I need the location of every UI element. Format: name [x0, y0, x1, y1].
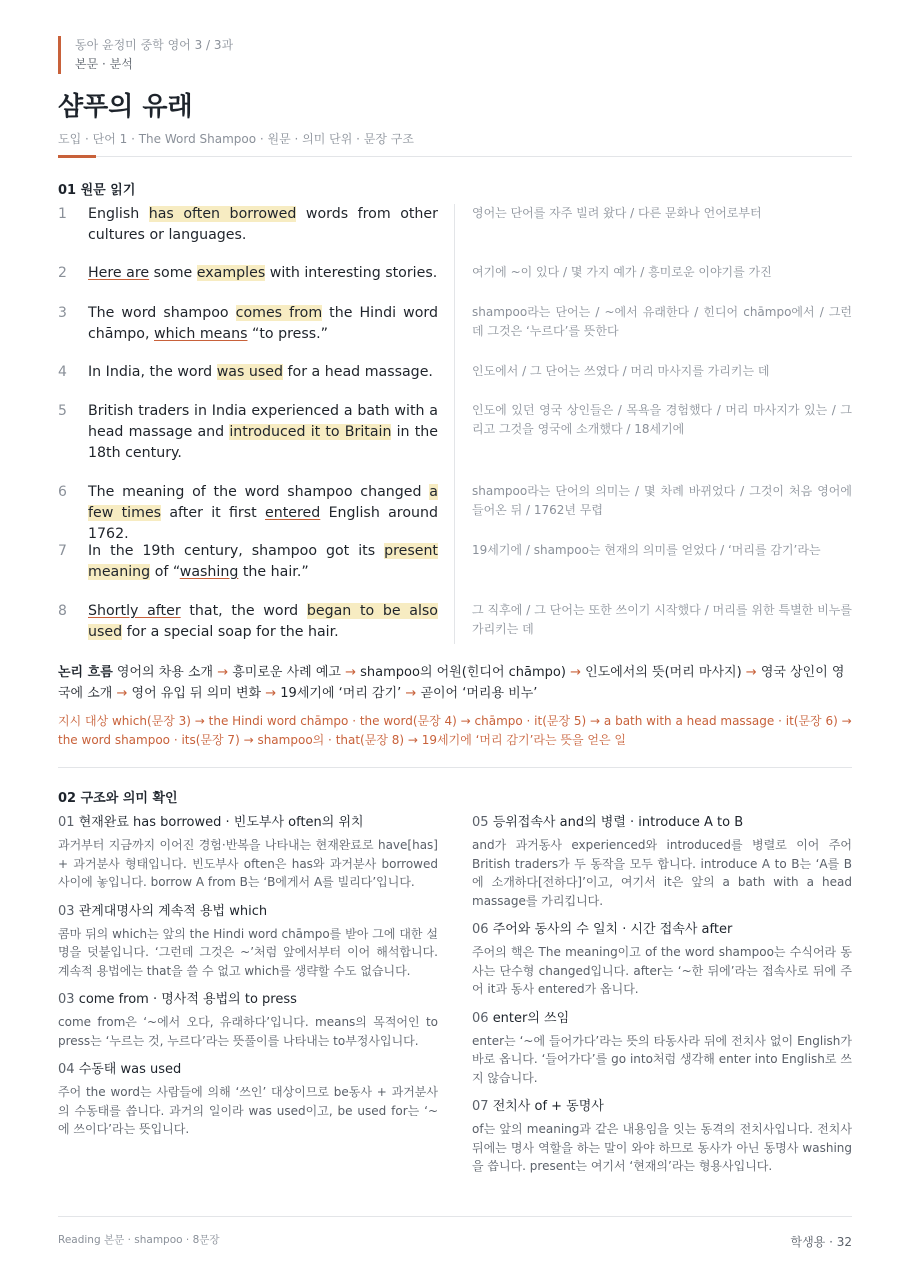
underlined-phrase: entered — [265, 505, 321, 521]
sentence-number: 5 — [58, 403, 67, 419]
footer-left: Reading 본문 · shampoo · 8문장 — [58, 1234, 220, 1246]
grammar-note-number: 04 — [58, 1062, 75, 1077]
grammar-note-title: come from · 명사적 용법의 to press — [78, 992, 297, 1007]
arrow-right-icon: → — [261, 686, 281, 701]
grammar-note-body: enter는 ‘~에 들어가다’라는 뜻의 타동사라 뒤에 전치사 없이 English가 바로 옵니다. ‘들어가다’를 go into처럼 생각해 enter into English로 쓰지 않습니다. — [472, 1033, 852, 1085]
text-segment: words from other cultures or languages. — [88, 206, 438, 243]
sentence-english — [88, 263, 438, 284]
grammar-note — [58, 1060, 438, 1139]
grammar-note-body: of는 앞의 meaning과 같은 내용임을 잇는 동격의 전치사입니다. 전치사 뒤에는 명사 역할을 하는 말이 와야 하므로 동사가 아닌 동명사 washing을 씁니다. present는 여기서 ‘현재의’라는 형용사입니다. — [472, 1122, 852, 1173]
grammar-note-heading — [472, 813, 852, 833]
chain-step: 19세기에 ‘머리 감기’라는 뜻을 얻은 일 — [421, 733, 627, 747]
grammar-note-number: 06 — [472, 922, 489, 937]
section-label: 본문 · 분석 — [75, 57, 133, 71]
sentence-english — [88, 303, 438, 345]
grammar-note — [58, 990, 438, 1050]
grammar-note-number: 03 — [58, 992, 75, 1007]
grammar-notes-left — [58, 813, 438, 1149]
highlighted-phrase: present meaning — [88, 543, 438, 580]
breadcrumb: 도입 · 단어 1 · The Word Shampoo · 원문 · 의미 단위 · 문장 구조 — [58, 132, 414, 146]
highlighted-phrase: was used — [216, 364, 284, 380]
grammar-section-title: 02 구조와 의미 확인 — [58, 791, 178, 806]
chain-step: 19세기에 ‘머리 감기’ — [280, 686, 402, 701]
sentence-number: 1 — [58, 206, 67, 222]
sentence-korean: 19세기에 / shampoo는 현재의 의미를 얻었다 / ‘머리를 감기’라는 — [472, 543, 821, 557]
sentence-korean: shampoo라는 단어는 / ~에서 유래한다 / 힌디어 chāmpo에서 / 그런데 그것은 ‘누르다’를 뜻한다 — [472, 305, 852, 338]
grammar-note-number: 07 — [472, 1099, 489, 1114]
text-segment: with interesting stories. — [265, 265, 438, 281]
page-title: 샴푸의 유래 — [58, 92, 193, 122]
reading-section-title: 01 원문 읽기 — [58, 183, 136, 198]
column-divider — [454, 204, 455, 644]
text-segment: in the 18th century. — [88, 424, 438, 461]
sentence-number: 4 — [58, 364, 67, 380]
text-segment: of “ — [150, 564, 180, 580]
underlined-phrase: washing — [179, 564, 239, 580]
sentence-korean: 여기에 ~이 있다 / 몇 가지 예가 / 흥미로운 이야기를 가진 — [472, 265, 772, 279]
sentence-english — [88, 601, 438, 643]
grammar-note — [58, 813, 438, 892]
text-segment: the Hindi word chāmpo, — [88, 305, 438, 342]
arrow-right-icon: → — [112, 686, 132, 701]
grammar-note-body: and가 과거동사 experienced와 introduced를 병렬로 이어 주어 British traders가 두 동작을 모두 합니다. introduce A to B는 ‘A를 B에 소개하다[전하다]’이고, 여기서 it은 앞의 a bath with a head massage를 가리킵니다. — [472, 838, 852, 908]
text-segment: The word shampoo — [88, 305, 236, 321]
grammar-note-title: 수동태 was used — [78, 1062, 182, 1077]
arrow-right-icon: → — [586, 714, 604, 728]
chain-step: 지시 대상 which(문장 3) — [58, 714, 191, 728]
chain-step: chāmpo · it(문장 5) — [474, 714, 587, 728]
text-segment: for a head massage. — [283, 364, 433, 380]
sentence-english — [88, 401, 438, 464]
grammar-note-heading — [58, 902, 438, 922]
chain-step: 곧이어 ‘머리용 비누’ — [420, 686, 538, 701]
reference-chain — [58, 712, 852, 750]
arrow-right-icon: → — [213, 665, 233, 680]
underlined-phrase: Here are — [88, 265, 150, 281]
grammar-note-body: 주어의 핵은 The meaning이고 of the word shampoo는 수식어라 동사는 단수형 changed입니다. after는 ‘~한 뒤에’라는 접속사로 뒤에 주어 it과 동사 entered가 옵니다. — [472, 945, 852, 996]
grammar-note — [58, 902, 438, 981]
grammar-note-title: 전치사 of + 동명사 — [492, 1099, 604, 1114]
grammar-note-heading — [58, 990, 438, 1010]
chain-step: the word shampoo · its(문장 7) — [58, 733, 240, 747]
grammar-note — [472, 813, 852, 910]
arrow-right-icon: → — [401, 686, 421, 701]
chain-step: the Hindi word chāmpo · the word(문장 4) — [208, 714, 457, 728]
chain-step: shampoo의 · that(문장 8) — [257, 733, 405, 747]
grammar-note-body: 콤마 뒤의 which는 앞의 the Hindi word chāmpo를 받아 그에 대한 설명을 덧붙입니다. ‘그런데 그것은 ~’처럼 앞에서부터 이어 해석합니다. 계속적 용법에는 that을 쓸 수 없고 which를 생략할 수도 없습니다. — [58, 926, 438, 978]
text-segment: In India, the word — [88, 364, 217, 380]
text-segment: for a special soap for the hair. — [122, 624, 339, 640]
grammar-note-title: 관계대명사의 계속적 용법 which — [78, 903, 268, 919]
grammar-note-number: 01 — [58, 815, 75, 830]
chain-step: shampoo의 어원(힌디어 chāmpo) — [360, 665, 566, 680]
accent-bar — [58, 155, 96, 158]
grammar-note-number: 06 — [472, 1010, 489, 1026]
sentence-korean: 인도에 있던 영국 상인들은 / 목욕을 경험했다 / 머리 마사지가 있는 / 그리고 그것을 영국에 소개했다 / 18세기에 — [472, 403, 852, 436]
grammar-note — [472, 1009, 852, 1088]
grammar-note-title: 등위접속사 and의 병렬 · introduce A to B — [492, 815, 744, 830]
underlined-phrase: Shortly after — [88, 603, 181, 619]
text-segment: The meaning of the word shampoo changed — [88, 484, 430, 500]
grammar-note-heading — [472, 1009, 852, 1029]
logic-flow — [58, 662, 852, 704]
arrow-right-icon: → — [565, 665, 586, 680]
sentence-english — [88, 541, 438, 583]
textbook-label: 동아 윤정미 중학 영어 3 / 3과 — [75, 38, 234, 52]
grammar-note-body: 과거부터 지금까지 이어진 경험·반복을 나타내는 현재완료로 have[has] + 과거분사 형태입니다. 빈도부사 often은 has와 과거분사 borrowed 사이에 놓입니다. borrow A from B는 ‘B에게서 A를 빌리다’입니다. — [58, 838, 438, 889]
grammar-note-title: 현재완료 has borrowed · 빈도부사 often의 위치 — [78, 815, 364, 830]
grammar-note — [472, 1097, 852, 1176]
sentence-korean: 인도에서 / 그 단어는 쓰였다 / 머리 마사지를 가리키는 데 — [472, 364, 770, 378]
highlighted-phrase: comes from — [235, 305, 323, 321]
text-segment: English — [88, 206, 149, 222]
arrow-right-icon: → — [340, 665, 361, 680]
arrow-right-icon: → — [190, 714, 209, 728]
text-segment: In the 19th century, shampoo got its — [88, 543, 385, 559]
chain-step: 인도에서의 뜻(머리 마사지) — [585, 665, 742, 680]
highlighted-phrase: has often borrowed — [148, 206, 297, 222]
sentence-korean: 영어는 단어를 자주 빌려 왔다 / 다른 문화나 언어로부터 — [472, 206, 762, 220]
page-number: 학생용 · 32 — [790, 1235, 852, 1249]
text-segment: English around 1762. — [88, 505, 438, 542]
grammar-note-heading — [58, 813, 438, 833]
arrow-right-icon: → — [239, 733, 258, 747]
grammar-note-title: 주어와 동사의 수 일치 · 시간 접속사 after — [492, 922, 733, 937]
chain-step: 영국 상인이 영국에 소개 — [58, 665, 845, 701]
text-segment: “to press.” — [247, 326, 328, 342]
sentence-korean: 그 직후에 / 그 단어는 또한 쓰이기 시작했다 / 머리를 위한 특별한 비누를 가리키는 데 — [472, 603, 852, 636]
highlighted-phrase: a few times — [88, 484, 438, 521]
text-segment: the hair.” — [238, 564, 309, 580]
logic-flow-label: 논리 흐름 — [58, 665, 113, 680]
sentence-number: 7 — [58, 543, 67, 559]
divider — [58, 767, 852, 768]
underlined-phrase: which means — [154, 326, 248, 342]
grammar-notes-right — [472, 813, 852, 1186]
highlighted-phrase: introduced it to Britain — [229, 424, 392, 440]
grammar-note-heading — [58, 1060, 438, 1080]
sentence-english — [88, 204, 438, 246]
highlighted-phrase: examples — [196, 265, 266, 281]
sentence-number: 6 — [58, 484, 67, 500]
text-segment: that, the word — [180, 603, 307, 619]
grammar-note — [472, 920, 852, 999]
sentence-english — [88, 482, 438, 545]
chain-step: 흥미로운 사례 예고 — [232, 665, 341, 680]
chain-step: 영어의 차용 소개 — [116, 665, 214, 680]
page — [58, 32, 852, 1262]
sentence-english — [88, 362, 438, 383]
grammar-note-heading — [472, 920, 852, 940]
arrow-right-icon: → — [456, 714, 475, 728]
sentence-number: 2 — [58, 265, 67, 281]
arrow-right-icon: → — [404, 733, 422, 747]
kicker — [58, 36, 233, 74]
text-segment: some — [149, 265, 197, 281]
text-segment: British traders in India experienced a bath with a head massage and — [88, 403, 438, 440]
logic-flow-steps — [58, 665, 844, 701]
sentence-number: 3 — [58, 305, 67, 321]
grammar-note-number: 03 — [58, 903, 75, 919]
divider — [58, 156, 852, 157]
grammar-note-body: 주어 the word는 사람들에 의해 ‘쓰인’ 대상이므로 be동사 + 과거분사의 수동태를 씁니다. 과거의 일이라 was used이고, be used for는 ‘~에 쓰이다’라는 뜻입니다. — [58, 1085, 438, 1136]
text-segment: after it first — [161, 505, 266, 521]
sentence-number: 8 — [58, 603, 67, 619]
grammar-note-title: enter의 쓰임 — [492, 1010, 570, 1026]
divider — [58, 1216, 852, 1217]
arrow-right-icon: → — [837, 714, 852, 728]
chain-step: 영어 유입 뒤 의미 변화 — [131, 686, 262, 701]
grammar-note-body: come from은 ‘~에서 오다, 유래하다’입니다. means의 목적어인 to press는 ‘누르는 것, 누르다’라는 뜻풀이를 나타내는 to부정사입니다. — [58, 1015, 438, 1048]
grammar-note-heading — [472, 1097, 852, 1117]
highlighted-phrase: began to be also used — [88, 603, 438, 640]
chain-step: a bath with a head massage · it(문장 6) — [603, 714, 838, 728]
sentence-korean: shampoo라는 단어의 의미는 / 몇 차례 바뀌었다 / 그것이 처음 영어에 들어온 뒤 / 1762년 무렵 — [472, 484, 852, 517]
arrow-right-icon: → — [741, 665, 761, 680]
grammar-note-number: 05 — [472, 815, 489, 830]
